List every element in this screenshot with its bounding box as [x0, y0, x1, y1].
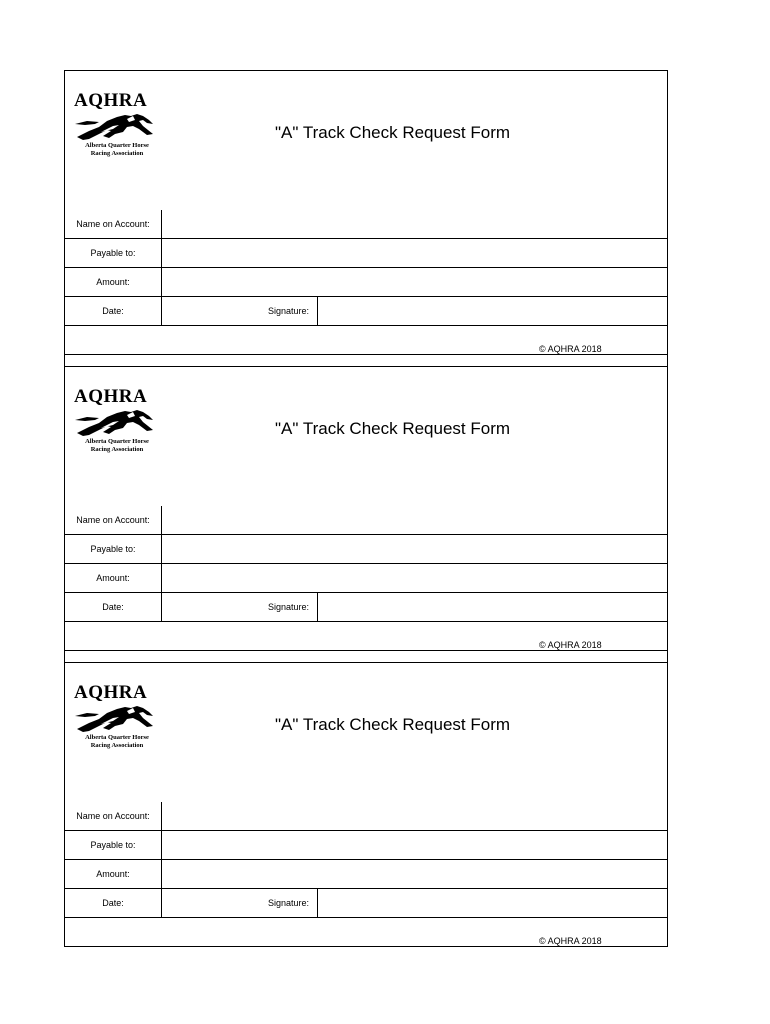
signature-label: Signature: — [163, 593, 318, 621]
payable-to-row — [65, 534, 667, 563]
form-title: "A" Track Check Request Form — [275, 715, 511, 734]
copyright-text: © AQHRA 2018 — [539, 640, 602, 650]
logo-title: AQHRA — [74, 682, 148, 703]
name-on-account-label: Name on Account: — [65, 210, 162, 238]
name-on-account-row — [65, 506, 667, 534]
logo-subtitle-line-2: Racing Association — [90, 742, 144, 749]
logo-subtitle-line-1: Alberta Quarter Horse — [85, 142, 149, 149]
amount-row — [65, 859, 667, 888]
date-signature-row — [65, 888, 667, 917]
signature-field[interactable] — [318, 297, 667, 325]
aqhra-logo — [71, 91, 163, 158]
date-signature-row — [65, 296, 667, 325]
form-title: "A" Track Check Request Form — [275, 123, 511, 142]
aqhra-logo — [71, 683, 163, 750]
amount-field[interactable] — [163, 268, 667, 296]
payable-to-label: Payable to: — [65, 239, 162, 267]
name-on-account-field[interactable] — [163, 802, 667, 830]
name-on-account-label: Name on Account: — [65, 802, 162, 830]
signature-field[interactable] — [318, 889, 667, 917]
logo-title: AQHRA — [74, 90, 148, 111]
check-request-form-2 — [64, 366, 668, 665]
amount-row — [65, 267, 667, 296]
amount-label: Amount: — [65, 860, 162, 888]
name-on-account-row — [65, 802, 667, 830]
form-title: "A" Track Check Request Form — [275, 419, 511, 438]
aqhra-logo — [71, 387, 163, 454]
logo-subtitle-line-1: Alberta Quarter Horse — [85, 438, 149, 445]
date-label: Date: — [65, 297, 162, 325]
amount-row — [65, 563, 667, 592]
racing-horse-icon — [73, 112, 157, 142]
payable-to-field[interactable] — [163, 535, 667, 563]
form-header — [65, 367, 667, 506]
logo-subtitle-line-2: Racing Association — [90, 446, 144, 453]
signature-label: Signature: — [163, 297, 318, 325]
form-header — [65, 71, 667, 210]
signature-field[interactable] — [318, 593, 667, 621]
form-footer — [65, 621, 667, 650]
form-header — [65, 663, 667, 802]
check-request-form-3 — [64, 662, 668, 947]
amount-field[interactable] — [163, 564, 667, 592]
amount-field[interactable] — [163, 860, 667, 888]
payable-to-row — [65, 830, 667, 859]
signature-label: Signature: — [163, 889, 318, 917]
copyright-text: © AQHRA 2018 — [539, 344, 602, 354]
payable-to-label: Payable to: — [65, 831, 162, 859]
form-footer — [65, 917, 667, 946]
amount-label: Amount: — [65, 268, 162, 296]
racing-horse-icon — [73, 408, 157, 438]
payable-to-field[interactable] — [163, 239, 667, 267]
name-on-account-label: Name on Account: — [65, 506, 162, 534]
name-on-account-row — [65, 210, 667, 238]
form-footer — [65, 325, 667, 354]
name-on-account-field[interactable] — [163, 210, 667, 238]
check-request-form-1 — [64, 70, 668, 369]
payable-to-row — [65, 238, 667, 267]
amount-label: Amount: — [65, 564, 162, 592]
logo-subtitle-line-2: Racing Association — [90, 150, 144, 157]
logo-title: AQHRA — [74, 386, 148, 407]
date-signature-row — [65, 592, 667, 621]
payable-to-field[interactable] — [163, 831, 667, 859]
name-on-account-field[interactable] — [163, 506, 667, 534]
logo-subtitle-line-1: Alberta Quarter Horse — [85, 734, 149, 741]
date-label: Date: — [65, 889, 162, 917]
copyright-text: © AQHRA 2018 — [539, 936, 602, 946]
payable-to-label: Payable to: — [65, 535, 162, 563]
date-label: Date: — [65, 593, 162, 621]
racing-horse-icon — [73, 704, 157, 734]
